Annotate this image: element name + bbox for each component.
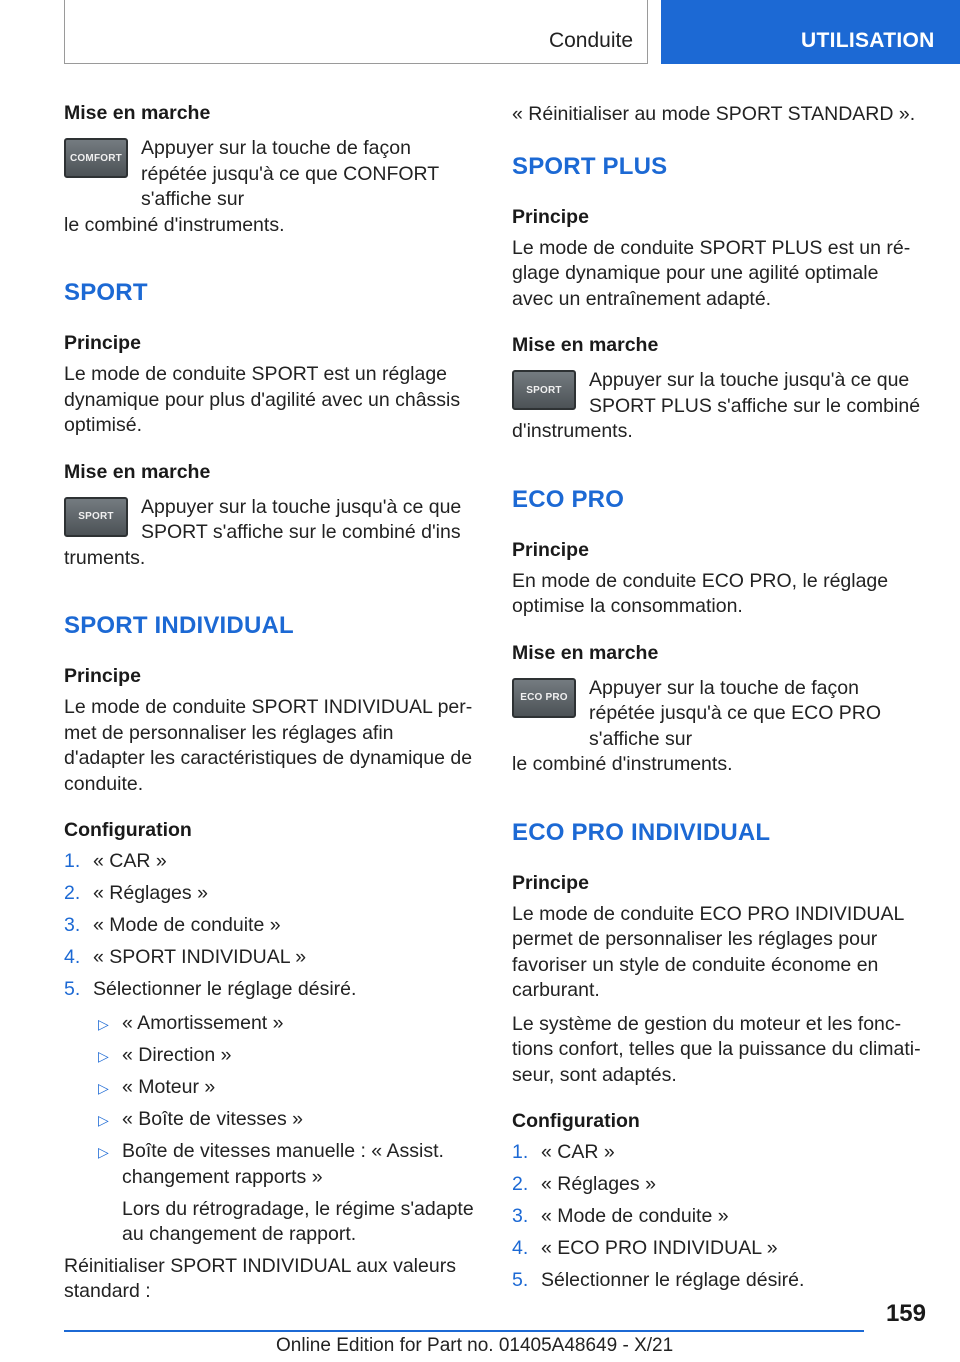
sport-plus-button-icon: SPORT (512, 370, 576, 410)
ei-principle-heading: Principe (512, 871, 589, 894)
sp-start-heading: Mise en marche (512, 334, 659, 356)
eco-pro-button-icon: ECO PRO (512, 678, 576, 718)
sport-plus-instruction (512, 368, 924, 445)
header-section-title: Conduite (548, 29, 633, 52)
si-principle-heading: Principe (64, 665, 141, 687)
sport-individual-title: SPORT INDIVIDUAL (64, 612, 294, 639)
list-item: 5. Sélectionner le réglage désiré. (64, 978, 357, 1000)
si-config-heading: Configuration (64, 819, 192, 841)
triangle-bullet-icon: ▷ (98, 1080, 109, 1096)
sport-plus-instruction-text: Appuyer sur la touche jusqu'à ce que SPORT PLUS s'affiche sur le combiné d'instruments. (512, 369, 921, 442)
header-chapter-title: UTILISATION (801, 29, 935, 52)
list-item: ▷ Boîte de vitesses manuelle : « Assist. changement rapports » (98, 1140, 444, 1188)
header-chapter-tab (661, 0, 960, 64)
ei-principle-text-2: Le système de gestion du moteur et les fonctions confort, telles que la puissance du climatiseur, sont adaptés. (512, 1012, 921, 1086)
sport-button-icon: SPORT (64, 497, 128, 537)
list-item: 4. « SPORT INDIVIDUAL » (64, 946, 307, 968)
list-item: ▷ « Amortissement » (93, 1011, 476, 1037)
eco-pro-instruction (512, 676, 924, 778)
ei-principle-text-1: Le mode de conduite ECO PRO INDIVIDUAL permet de personnaliser les réglages pour favoriser un style de conduite économe en carburant. (512, 902, 904, 1001)
header-section-box (64, 0, 648, 64)
triangle-bullet-icon: ▷ (98, 1112, 109, 1128)
comfort-button-icon: COMFORT (64, 138, 128, 178)
sport-principle-text: Le mode de conduite SPORT est un réglage dynamique pour plus d'agilité avec un châssis optimisé. (64, 363, 461, 436)
page-number: 159 (885, 1300, 926, 1327)
si-subitems-list (64, 1011, 476, 1190)
list-item: 5. Sélectionner le réglage désiré. (512, 1269, 805, 1291)
triangle-bullet-icon: ▷ (98, 1048, 109, 1064)
list-item: 4. « ECO PRO INDIVIDUAL » (512, 1237, 778, 1259)
eco-pro-individual-title: ECO PRO INDIVIDUAL (512, 818, 771, 846)
list-item: ▷ « Direction » (93, 1043, 476, 1069)
si-steps-list (64, 845, 476, 1005)
eco-principle-text: En mode de conduite ECO PRO, le réglage optimise la consommation. (512, 569, 889, 617)
comfort-instruction-text: Appuyer sur la touche de façon répétée jusqu'à ce que CONFORT s'affiche sur le combiné d'instruments. (64, 137, 439, 236)
sp-principle-heading: Principe (512, 205, 589, 228)
eco-pro-instruction-text: Appuyer sur la touche de façon répétée jusqu'à ce que ECO PRO s'affiche sur le combiné d'instruments. (512, 676, 882, 775)
footer-edition: Online Edition for Part no. 01405A48649 - X/21 (276, 1335, 674, 1356)
triangle-bullet-icon: ▷ (98, 1016, 109, 1032)
list-item: ▷ « Moteur » (93, 1075, 476, 1101)
si-reset-text: Réinitialiser SPORT INDIVIDUAL aux valeurs standard : (64, 1254, 456, 1302)
intro-heading: Mise en marche (64, 102, 211, 124)
sport-instruction-text: Appuyer sur la touche jusqu'à ce que SPORT s'affiche sur le combiné d'ins truments. (64, 495, 462, 569)
sport-instruction (64, 495, 476, 572)
list-item: 1. « CAR » (64, 850, 167, 872)
ei-steps-list (512, 1136, 924, 1296)
footer-divider (64, 1330, 864, 1332)
sport-plus-title: SPORT PLUS (512, 152, 668, 180)
sp-principle-text: Le mode de conduite SPORT PLUS est un réglage dynamique pour une agilité optimale avec un entraînement adapté. (512, 236, 911, 310)
list-item: 3. « Mode de conduite » (512, 1205, 729, 1227)
list-item: ▷ « Boîte de vitesses » (93, 1107, 476, 1133)
ei-config-heading: Configuration (512, 1110, 640, 1132)
si-subnote: Lors du rétrogradage, le régime s'adapte au changement de rapport. (122, 1197, 474, 1245)
list-item: 2. « Réglages » (512, 1173, 656, 1195)
comfort-instruction (64, 136, 476, 238)
left-column (64, 100, 476, 1305)
si-principle-text: Le mode de conduite SPORT INDIVIDUAL permet de personnaliser les réglages afin d'adapter les caractéristiques de dynamique de conduite. (64, 696, 473, 795)
list-item: 1. « CAR » (512, 1141, 615, 1163)
triangle-bullet-icon: ▷ (98, 1144, 109, 1160)
list-item: 2. « Réglages » (64, 882, 208, 904)
sport-start-heading: Mise en marche (64, 460, 211, 483)
eco-pro-title: ECO PRO (512, 485, 625, 513)
reset-continuation: « Réinitialiser au mode SPORT STANDARD ». (512, 103, 916, 125)
eco-principle-heading: Principe (512, 538, 589, 561)
right-column (512, 100, 924, 1296)
sport-title: SPORT (64, 279, 148, 306)
eco-start-heading: Mise en marche (512, 641, 659, 664)
sport-principle-heading: Principe (64, 332, 141, 354)
list-item: 3. « Mode de conduite » (64, 914, 281, 936)
